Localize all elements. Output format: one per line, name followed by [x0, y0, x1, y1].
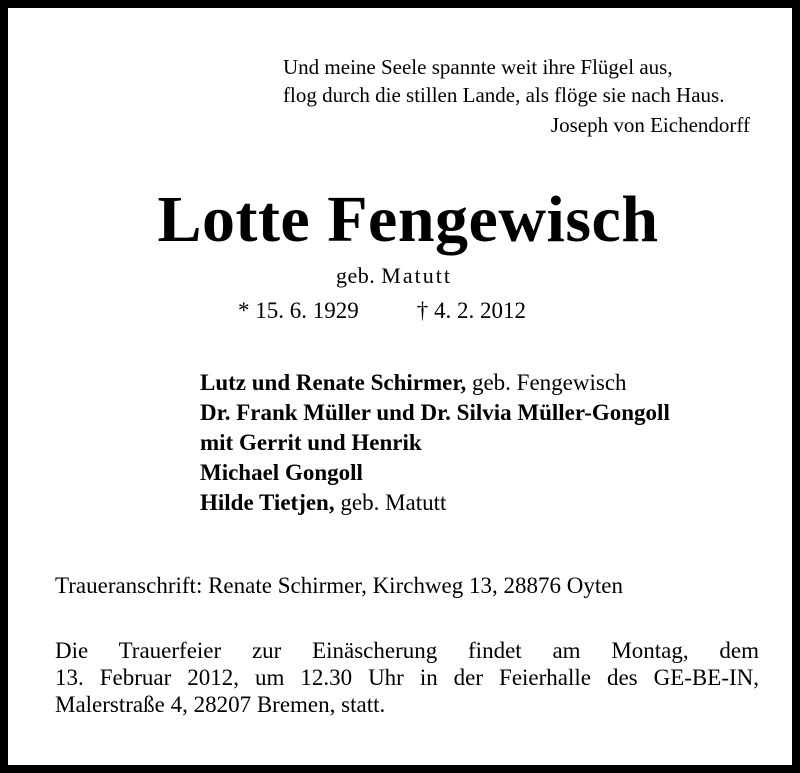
- mourner-line: [200, 428, 670, 458]
- mourner-line: [200, 368, 670, 398]
- mourner-line: [200, 398, 670, 428]
- mourner-note: geb. Matutt: [334, 490, 447, 515]
- maiden-name-line: [336, 263, 452, 289]
- maiden-prefix: geb.: [336, 263, 376, 288]
- ceremony-line-2: 13. Februar 2012, um 12.30 Uhr in der Feierhalle des GE-BE-IN,: [55, 665, 759, 690]
- ceremony-info: [55, 637, 759, 718]
- mourner-name: mit Gerrit und Henrik: [200, 430, 422, 455]
- mourner-line: [200, 458, 670, 488]
- quote-author: Joseph von Eichendorff: [550, 113, 750, 137]
- death-date: † 4. 2. 2012: [416, 298, 526, 323]
- mourner-name: Dr. Frank Müller und Dr. Silvia Müller-Gongoll: [200, 400, 670, 425]
- quote-line-2: flog durch die stillen Lande, als flöge sie nach Haus.: [283, 83, 725, 107]
- birth-date: * 15. 6. 1929: [238, 298, 359, 323]
- mourner-name: Hilde Tietjen,: [200, 490, 335, 515]
- mourner-name: Lutz und Renate Schirmer,: [200, 370, 467, 395]
- deceased-name: Lotte Fengewisch: [157, 183, 659, 256]
- mourner-name: Michael Gongoll: [200, 460, 363, 485]
- life-dates: [238, 296, 526, 326]
- mourners-list: [200, 368, 670, 518]
- ceremony-line-3: Malerstraße 4, 28207 Bremen, statt.: [55, 692, 386, 717]
- ceremony-line-1: Die Trauerfeier zur Einäscherung findet am Montag, dem: [55, 638, 759, 663]
- mourning-address: Traueranschrift: Renate Schirmer, Kirchweg 13, 28876 Oyten: [55, 573, 623, 598]
- quote-line-1: Und meine Seele spannte weit ihre Flügel aus,: [283, 55, 673, 79]
- mourner-note: geb. Fengewisch: [466, 370, 627, 395]
- mourner-line: [200, 488, 670, 518]
- maiden-name: Matutt: [381, 263, 452, 288]
- quote: [283, 53, 724, 109]
